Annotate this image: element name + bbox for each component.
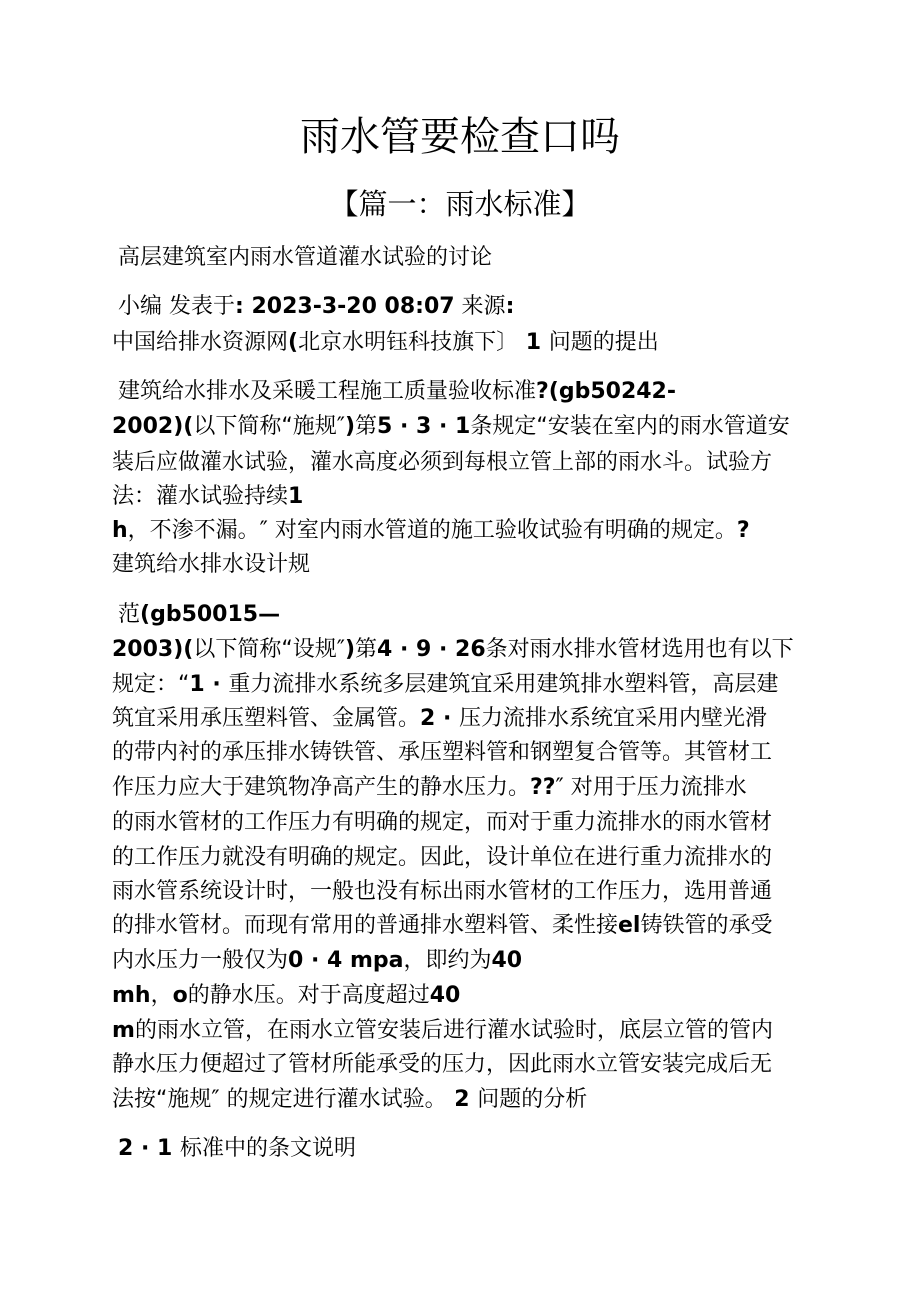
paragraph-1-line-4 [112,482,303,512]
meta-section-title: 问题的提出 [548,330,659,355]
text-run: 压力流排水系统宜采用内壁光滑 [459,706,768,731]
paragraph-2-line-10 [112,911,773,941]
text-run: ，不渗不漏。″ 对室内雨水管道的施工验收试验有明确的规定。 [127,518,737,543]
text-run: 以下简称“设规″ [193,637,345,662]
text-run: 内水压力一般仅为 [112,948,289,973]
text-run: 作压力应大于建筑物净高产生的静水压力。 [112,775,531,800]
meta-colon: : [505,294,515,319]
text-run-bold: ?(gb50242- [536,379,676,404]
text-run: 第 [355,637,378,662]
paragraph-1-line-2 [112,412,790,442]
text-run: 的雨水管材的工作压力有明确的规定，而对于重力流排水的雨水管材 [112,810,773,835]
meta-source-label: 来源 [454,294,506,319]
text-run: 雨水管系统设计时，一般也没有标出雨水管材的工作压力，选用普通 [112,879,773,904]
paragraph-2-line-1 [118,600,280,630]
paragraph-1-line-1 [118,377,676,407]
text-run: 重力流排水系统多层建筑宜采用建筑排水塑料管，高层建 [228,672,779,697]
paragraph-1-line-5 [112,516,750,546]
text-run: 铸铁管的承受 [640,913,773,938]
text-run: 法：灌水试验持续 [112,484,289,509]
meta-date: : 2023-3-20 08:07 [235,294,455,319]
paragraph-2-line-15 [112,1085,587,1115]
text-run: ， [150,983,173,1008]
text-run-bold: 4 · 9 · 26 [377,637,486,662]
text-run-bold: 40 [491,948,523,973]
text-run: 建筑给水排水及采暖工程施工质量验收标准 [118,379,537,404]
text-run-bold: 2003)( [112,637,194,662]
paragraph-2-line-7 [112,808,772,838]
text-run-bold: h [112,518,128,543]
text-run-bold: m [112,1018,135,1043]
text-run-bold: el [618,913,641,938]
text-run-bold: 2002)( [112,414,194,439]
text-run-bold: 0 · 4 mpa [288,948,404,973]
text-run-bold: 1 · [189,672,229,697]
text-run-bold: 5 · 3 · 1 [377,414,471,439]
text-run-bold: ?? [530,775,556,800]
text-run-bold: o [172,983,188,1008]
text-run: 第 [355,414,378,439]
meta-line-2 [112,328,659,358]
text-run: ″ 对用于压力流排水 [555,775,747,800]
text-run: 问题的分析 [477,1087,588,1112]
text-run-bold: ) [344,637,356,662]
paragraph-2-line-2 [112,635,794,665]
document-subtitle: 【篇一：雨水标准】 [329,187,591,221]
text-run: 规定：“ [112,672,190,697]
section-number: 2 · 1 [118,1136,180,1161]
paragraph-2-line-5 [112,738,772,768]
meta-source: 中国给排水资源网 [112,330,289,355]
text-run: 条对雨水排水管材选用也有以下 [485,637,794,662]
text-run: 的排水管材。而现有常用的普通排水塑料管、柔性接 [112,913,619,938]
section-heading [118,243,492,273]
text-run-bold: 2 [446,1087,478,1112]
section-heading-text: 高层建筑室内雨水管道灌水试验的讨论 [118,245,493,270]
text-run: 筑宜采用承压塑料管、金属管。 [112,706,421,731]
paragraph-2-line-3 [112,670,778,700]
text-run: 装后应做灌水试验，灌水高度必须到每根立管上部的雨水斗。试验方 [112,450,773,475]
text-run-bold: mh [112,983,151,1008]
text-run: 条规定“安装在室内的雨水管道安 [470,414,790,439]
paragraph-2-line-8 [112,843,772,873]
paragraph-1-line-6 [112,550,310,580]
document-title: 雨水管要检查口吗 [300,114,620,160]
text-run: 法按“施规″ 的规定进行灌水试验。 [112,1087,447,1112]
text-run-bold: ? [736,518,750,543]
text-run: 静水压力便超过了管材所能承受的压力，因此雨水立管安装完成后无 [112,1052,773,1077]
meta-source-owner: 北京水明钰科技旗下〕 [298,330,519,355]
paragraph-2-line-13 [112,1016,773,1046]
paragraph-2-line-4 [112,704,767,734]
text-run: 的静水压。对于高度超过 [187,983,430,1008]
section-heading-2-1 [118,1134,356,1164]
text-run: 的雨水立管，在雨水立管安装后进行灌水试验时，底层立管的管内 [134,1018,773,1043]
meta-author: 小编 发表于 [118,294,235,319]
text-run: 范 [118,602,141,627]
paragraph-1-line-3 [112,448,772,478]
paragraph-2-line-11 [112,946,522,976]
paragraph-2-line-6 [112,773,747,803]
meta-section-number: 1 [518,330,549,355]
text-run-bold: 40 [429,983,461,1008]
meta-paren: ( [288,330,299,355]
text-run-bold: (gb50015— [140,602,281,627]
paragraph-2-line-14 [112,1050,772,1080]
paragraph-2-line-12 [112,981,460,1011]
text-run: 的工作压力就没有明确的规定。因此，设计单位在进行重力流排水的 [112,845,773,870]
text-run: 以下简称“施规″ [193,414,345,439]
meta-line-1 [118,292,514,322]
text-run-bold: 2 · [420,706,459,731]
text-run: ，即约为 [403,948,492,973]
text-run: 的带内衬的承压排水铸铁管、承压塑料管和钢塑复合管等。其管材工 [112,740,773,765]
section-title: 标准中的条文说明 [179,1136,356,1161]
paragraph-2-line-9 [112,877,772,907]
text-run-bold: ) [344,414,356,439]
text-run-bold: 1 [288,484,304,509]
text-run: 建筑给水排水设计规 [112,552,311,577]
